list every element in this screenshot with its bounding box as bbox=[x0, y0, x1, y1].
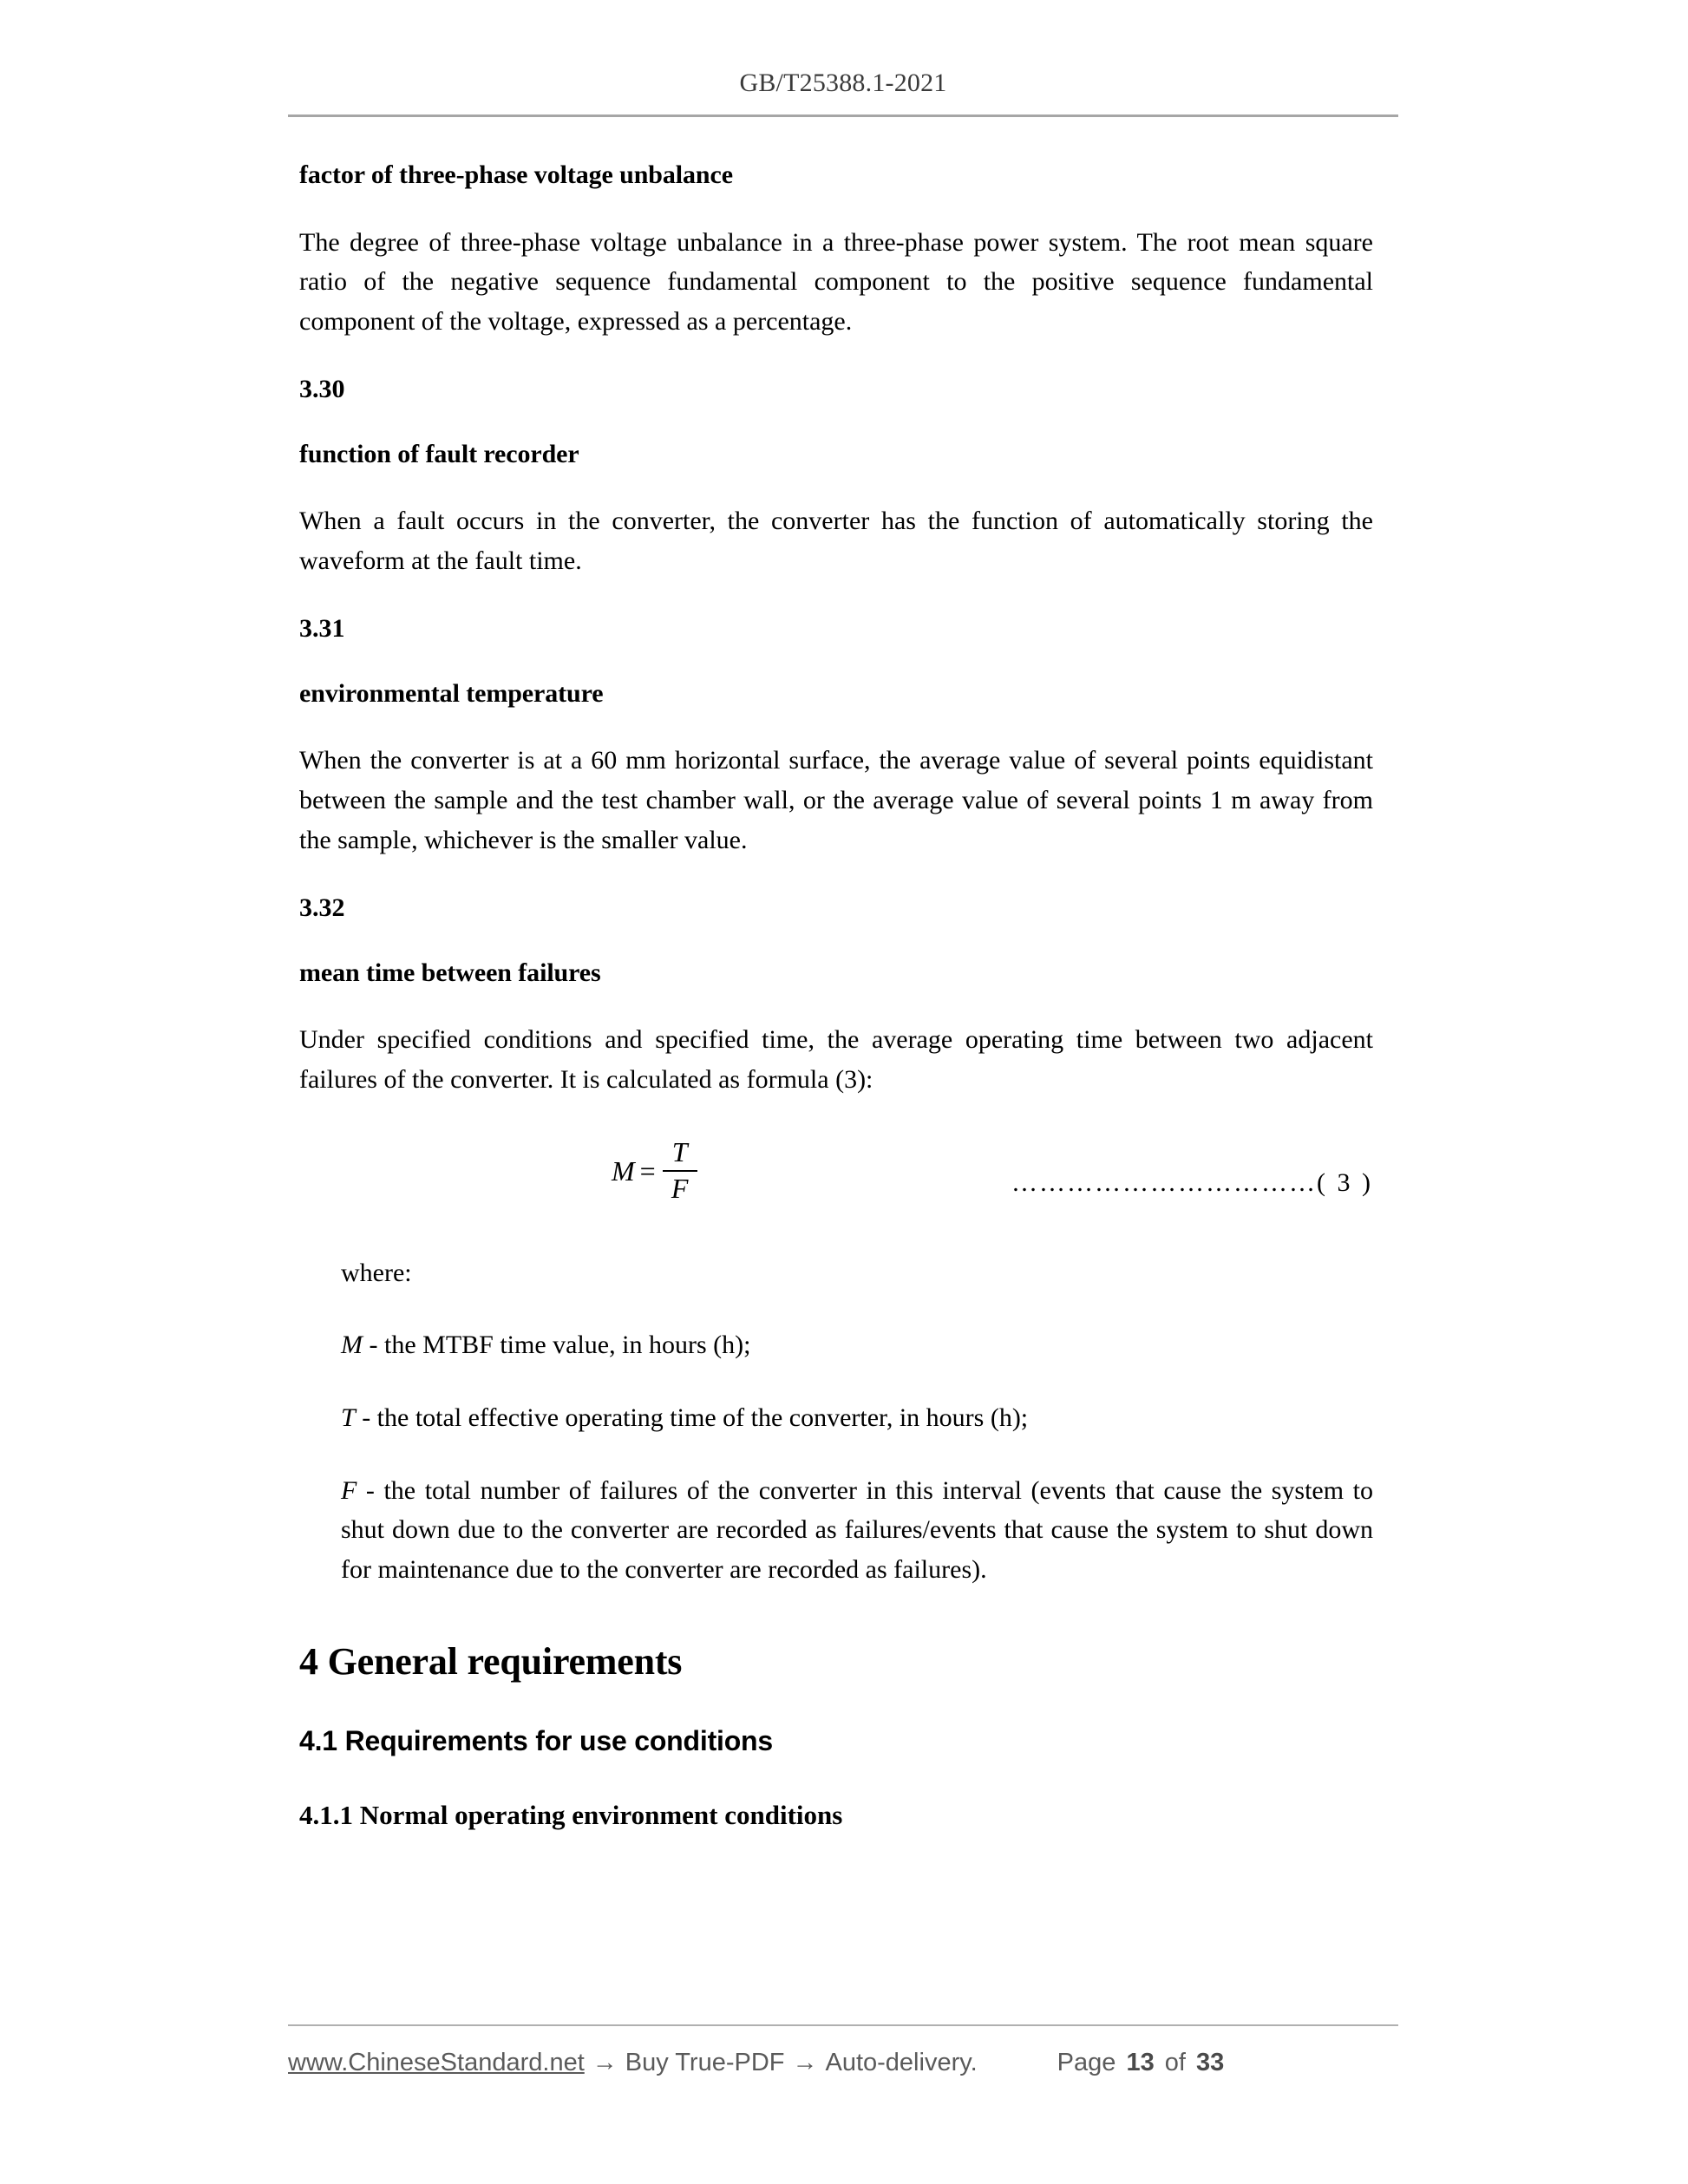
page-label: Page bbox=[1057, 2049, 1116, 2076]
footer-promo-buy: Buy True-PDF bbox=[625, 2049, 785, 2076]
formula-block bbox=[299, 1130, 1373, 1234]
footer-divider bbox=[288, 2024, 1398, 2026]
definition-item-t bbox=[341, 1398, 1373, 1438]
where-label: where: bbox=[341, 1259, 412, 1288]
definition-text-t: - the total effective operating time of the converter, in hours (h); bbox=[355, 1403, 1029, 1433]
footer-content bbox=[288, 2049, 1398, 2077]
footer-page-indicator bbox=[1057, 2049, 1228, 2077]
formula-lhs-symbol: M bbox=[612, 1154, 635, 1187]
fraction-numerator: T bbox=[671, 1136, 688, 1168]
definition-text-m: - the MTBF time value, in hours (h); bbox=[363, 1331, 751, 1360]
header-divider bbox=[288, 114, 1398, 117]
definition-item-m bbox=[341, 1325, 1373, 1365]
clause-number-3-30: 3.30 bbox=[299, 375, 345, 404]
arrow-icon-2: → bbox=[792, 2049, 818, 2076]
arrow-icon-1: → bbox=[592, 2049, 618, 2076]
term-heading-environmental-temperature: environmental temperature bbox=[299, 678, 604, 708]
document-content bbox=[299, 158, 1373, 1859]
section-heading-4-1: 4.1 Requirements for use conditions bbox=[299, 1725, 774, 1757]
term-heading-mtbf: mean time between failures bbox=[299, 958, 601, 987]
page-of-label: of bbox=[1164, 2049, 1186, 2076]
paragraph-voltage-unbalance: The degree of three-phase voltage unbalance in a three-phase power system. The root mean square ratio of the negative sequence fundamental component to the positive sequence fundamental component of the voltage, expressed as a percentage. bbox=[299, 227, 1373, 336]
page-total-number: 33 bbox=[1196, 2049, 1225, 2076]
footer-website-link[interactable]: www.ChineseStandard.net bbox=[288, 2049, 585, 2076]
paragraph-fault-recorder: When a fault occurs in the converter, the converter has the function of automatically storing the waveform at the fault time. bbox=[299, 507, 1373, 575]
definition-symbol-t: T bbox=[341, 1403, 356, 1433]
term-heading-fault-recorder: function of fault recorder bbox=[299, 439, 579, 468]
footer-promo-delivery: Auto-delivery. bbox=[825, 2049, 978, 2076]
clause-number-3-32: 3.32 bbox=[299, 893, 345, 923]
paragraph-environmental-temperature: When the converter is at a 60 mm horizontal surface, the average value of several points equidistant between the sample and the test chamber wall, or the average value of several points 1 m away from the sample, whichever is the smaller value. bbox=[299, 746, 1373, 854]
formula-fraction bbox=[663, 1137, 697, 1203]
section-heading-4-1-1: 4.1.1 Normal operating environment conditions bbox=[299, 1800, 843, 1830]
page-current-number: 13 bbox=[1126, 2049, 1155, 2076]
paragraph-mtbf: Under specified conditions and specified time, the average operating time between two adjacent failures of the converter. It is calculated as formula (3): bbox=[299, 1025, 1373, 1094]
definition-symbol-m: M bbox=[341, 1331, 363, 1360]
definition-item-f bbox=[341, 1471, 1373, 1590]
formula-leader-line bbox=[1011, 1168, 1373, 1198]
definition-text-f: - the total number of failures of the converter in this interval (events that cause the system to shut down due to the converter are recorded as failures/events that cause the system to shut down for maintenance due to the converter are recorded as failures). bbox=[341, 1475, 1373, 1584]
term-heading-voltage-unbalance: factor of three-phase voltage unbalance bbox=[299, 160, 733, 189]
formula-expression bbox=[612, 1137, 697, 1203]
page-header bbox=[288, 68, 1398, 117]
equation-number: ( 3 ) bbox=[1317, 1168, 1373, 1198]
definition-symbol-f: F bbox=[341, 1475, 357, 1505]
fraction-denominator: F bbox=[671, 1172, 689, 1204]
section-heading-4: 4 General requirements bbox=[299, 1640, 683, 1684]
standard-number: GB/T25388.1-2021 bbox=[739, 69, 947, 97]
clause-number-3-31: 3.31 bbox=[299, 614, 345, 644]
leader-dots: …………………………… bbox=[1011, 1168, 1318, 1198]
formula-equals-sign: = bbox=[639, 1154, 656, 1187]
page-footer bbox=[288, 2024, 1398, 2077]
where-definition-block bbox=[341, 1253, 1373, 1589]
